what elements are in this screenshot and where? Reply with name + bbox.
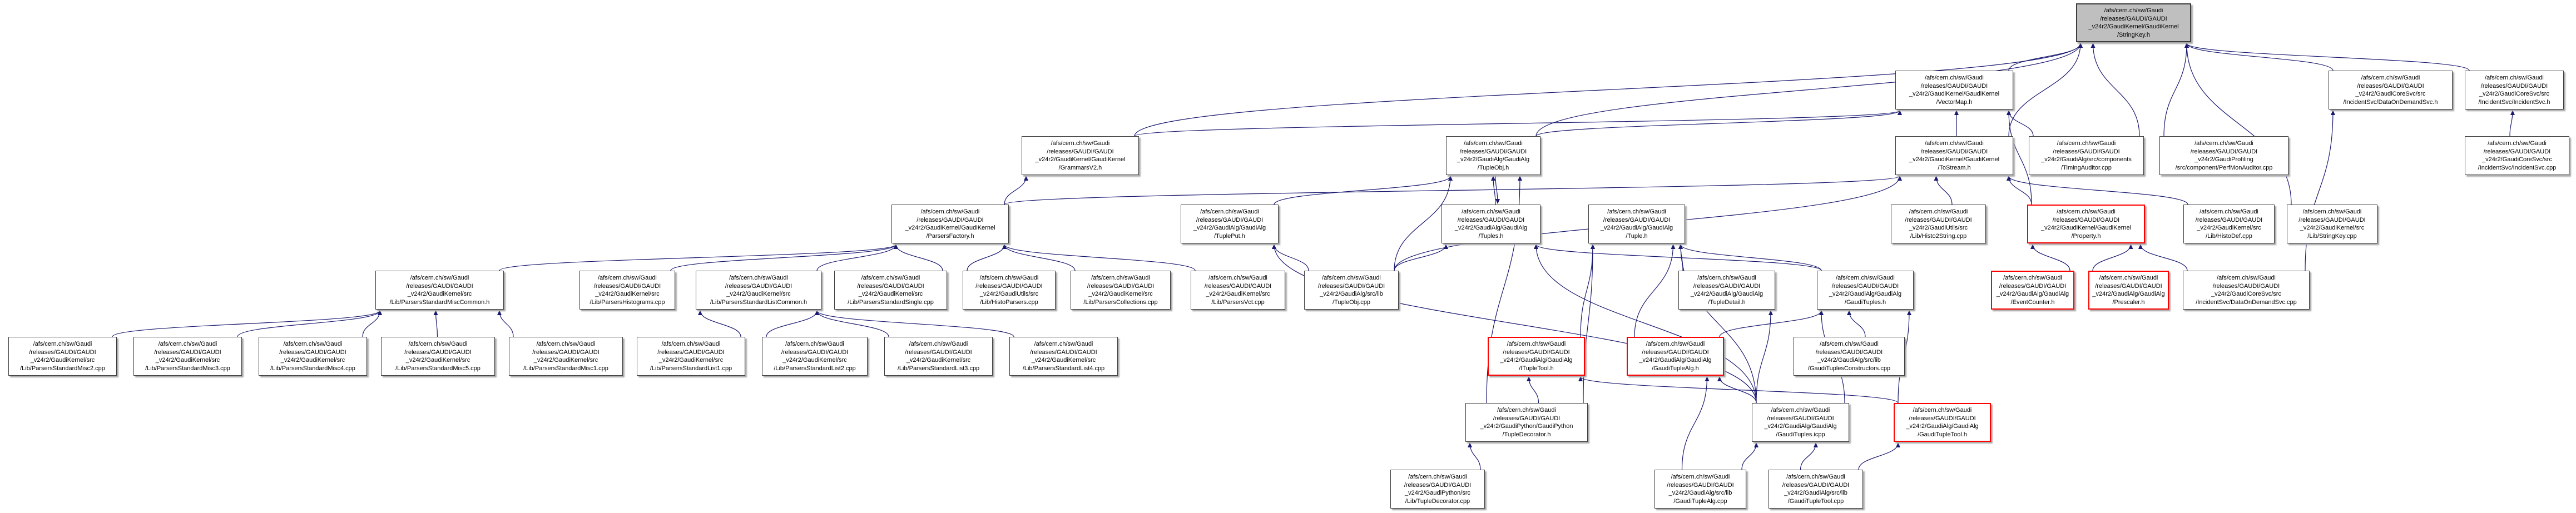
graph-node-label-line: /EventCounter.h — [2010, 298, 2055, 306]
include-edge — [2009, 43, 2080, 71]
graph-node-label-line: /afs/cern.ch/sw/Gaudi — [410, 275, 469, 281]
graph-node-label-line: /releases/GAUDI/GAUDI — [2195, 216, 2263, 223]
graph-node-label-line: _v24r2/GaudiAlg/GaudiAlg — [1764, 423, 1837, 430]
graph-node-label-line: /releases/GAUDI/GAUDI — [1603, 216, 1671, 223]
graph-node-parsersstandardmisc3-cpp[interactable] — [133, 337, 242, 376]
graph-node-label-line: _v24r2/GaudiPython/src — [1404, 490, 1470, 496]
include-edge — [1682, 377, 1707, 470]
graph-node-label-line: /releases/GAUDI/GAUDI — [2480, 82, 2548, 89]
graph-node-label-line: /releases/GAUDI/GAUDI — [657, 348, 725, 356]
include-edge — [1394, 245, 1446, 271]
graph-node-parsersstandardsingle-cpp[interactable] — [834, 271, 947, 310]
include-edge — [2009, 176, 2032, 205]
graph-node-label-line: /TupleObj.cpp — [1332, 298, 1371, 306]
graph-node-label-line: /Lib/ParsersCollections.cpp — [1083, 298, 1158, 306]
include-edge — [1859, 443, 1898, 470]
graph-node-label-line: /GaudiTuples.icpp — [1776, 431, 1825, 438]
graph-node-tupleobj-cpp[interactable] — [1304, 271, 1399, 310]
graph-node-label-line: /releases/GAUDI/GAUDI — [917, 216, 984, 223]
graph-node-label-line: /afs/cern.ch/sw/Gaudi — [1909, 208, 1968, 215]
include-edge — [2187, 43, 2291, 205]
graph-node-label-line: /afs/cern.ch/sw/Gaudi — [1408, 474, 1467, 480]
graph-node-gaudituplealg-h[interactable] — [1627, 337, 1724, 376]
graph-node-label-line: _v24r2/GaudiAlg/GaudiAlg — [1457, 156, 1530, 163]
graph-node-label-line: /releases/GAUDI/GAUDI — [1642, 348, 1709, 356]
graph-node-parsersstandardmisc4-cpp[interactable] — [259, 337, 367, 376]
graph-node-label-line: /StringKey.h — [2117, 31, 2151, 38]
graph-node-label-line: _v24r2/GaudiProfiling — [2194, 156, 2253, 163]
graph-node-label-line: /afs/cern.ch/sw/Gaudi — [2485, 74, 2544, 81]
graph-node-label-line: /afs/cern.ch/sw/Gaudi — [1200, 208, 1259, 215]
graph-node-stringkey-h[interactable] — [2076, 3, 2191, 42]
include-edge — [436, 311, 438, 337]
graph-node-label-line: /Lib/ParsersStandardList1.cpp — [650, 365, 732, 372]
include-edge — [1936, 176, 1953, 205]
graph-node-label-line: /releases/GAUDI/GAUDI — [1204, 282, 1272, 290]
graph-node-parsersstandardlistcommon-h[interactable] — [696, 271, 821, 310]
graph-node-label-line: _v24r2/GaudiKernel/src — [595, 291, 660, 297]
graph-node-label-line: _v24r2/GaudiAlg/GaudiAlg — [1193, 225, 1266, 231]
graph-node-label-line: /releases/GAUDI/GAUDI — [905, 348, 972, 356]
include-edge — [2093, 43, 2140, 136]
graph-node-gaudituplealg-cpp[interactable] — [1654, 470, 1746, 509]
graph-node-vectormap-h[interactable] — [1895, 71, 2013, 109]
graph-node-label-line: /Lib/ParsersStandardList3.cpp — [897, 365, 980, 372]
graph-node-label-line: /releases/GAUDI/GAUDI — [279, 348, 346, 356]
graph-node-label-line: /src/component/PerfMonAuditor.cpp — [2175, 164, 2273, 171]
graph-node-label-line: _v24r2/GaudiKernel/GaudiKernel — [1909, 91, 2000, 97]
graph-node-label-line: _v24r2/GaudiAlg/GaudiAlg — [1454, 225, 1528, 231]
graph-node-parsersstandardmisc5-cpp[interactable] — [381, 337, 495, 376]
graph-node-label-line: _v24r2/GaudiKernel/src — [726, 291, 791, 297]
graph-node-label-line: /Lib/ParsersStandardMisc2.cpp — [20, 365, 105, 372]
graph-node-label-line: /releases/GAUDI/GAUDI — [725, 282, 792, 290]
include-edge — [2009, 111, 2033, 136]
graph-node-label-line: /releases/GAUDI/GAUDI — [1196, 216, 1264, 223]
graph-node-label-line: /releases/GAUDI/GAUDI — [1493, 415, 1561, 422]
include-edge — [817, 311, 1014, 337]
include-edge — [1681, 245, 1756, 403]
graph-node-parsersfactory-h[interactable] — [891, 205, 1009, 243]
graph-node-label-line: /afs/cern.ch/sw/Gaudi — [920, 208, 980, 215]
graph-node-label-line: _v24r2/GaudiKernel/src — [2300, 225, 2365, 231]
include-edge — [1581, 245, 1593, 337]
graph-node-label-line: /GrammarsV2.h — [1058, 164, 1102, 171]
graph-node-label-line: /afs/cern.ch/sw/Gaudi — [1051, 140, 1110, 147]
graph-node-label-line: _v24r2/GaudiAlg/src/lib — [1817, 357, 1881, 363]
graph-node-label-line: /Lib/ParsersStandardMisc1.cpp — [523, 365, 608, 372]
graph-node-label-line: /Tuple.h — [1626, 232, 1648, 240]
graph-node-label-line: /releases/GAUDI/GAUDI — [2100, 15, 2167, 22]
graph-node-label-line: /Lib/TupleDecorator.cpp — [1405, 497, 1470, 505]
graph-node-label-line: _v24r2/GaudiKernel/GaudiKernel — [2088, 23, 2179, 30]
graph-node-dataondemandsvc-cpp[interactable] — [2183, 271, 2310, 310]
include-edge — [1536, 111, 1900, 136]
graph-node-label-line: /afs/cern.ch/sw/Gaudi — [2302, 208, 2362, 215]
graph-node-parsersstandardlist4-cpp[interactable] — [1009, 337, 1118, 376]
graph-node-gaudituples-icpp[interactable] — [1752, 403, 1849, 442]
include-edge — [2033, 245, 2070, 271]
graph-node-label-line: /GaudiTupleAlg.cpp — [1673, 497, 1727, 505]
graph-node-label-line: _v24r2/GaudiKernel/src — [1206, 291, 1270, 297]
include-edge — [817, 245, 896, 271]
graph-node-label-line: /afs/cern.ch/sw/Gaudi — [1091, 275, 1150, 281]
graph-node-property-h[interactable] — [2027, 205, 2145, 243]
graph-node-label-line: /IncidentSvc/IncidentSvc.cpp — [2478, 164, 2557, 171]
graph-node-label-line: /releases/GAUDI/GAUDI — [1909, 415, 1976, 422]
graph-node-label-line: /afs/cern.ch/sw/Gaudi — [598, 275, 657, 281]
graph-node-label-line: /Tuples.h — [1478, 232, 1504, 240]
graph-node-label-line: _v24r2/GaudiKernel/src — [1031, 357, 1096, 363]
graph-node-label-line: /afs/cern.ch/sw/Gaudi — [1034, 341, 1093, 347]
graph-node-label-line: _v24r2/GaudiCoreSvc/src — [2211, 291, 2281, 297]
graph-node-label-line: /afs/cern.ch/sw/Gaudi — [1786, 474, 1845, 480]
graph-node-parsershistograms-cpp[interactable] — [579, 271, 675, 310]
graph-node-label-line: _v24r2/GaudiCoreSvc/src — [2355, 91, 2426, 97]
graph-node-label-line: _v24r2/GaudiUtils/src — [1909, 225, 1968, 231]
graph-node-label-line: _v24r2/GaudiAlg/src/lib — [1784, 490, 1847, 496]
graph-node-label-line: /releases/GAUDI/GAUDI — [975, 282, 1043, 290]
graph-node-label-line: /releases/GAUDI/GAUDI — [532, 348, 600, 356]
graph-node-label-line: _v24r2/GaudiKernel/src — [2197, 225, 2261, 231]
graph-node-label-line: /afs/cern.ch/sw/Gaudi — [1322, 275, 1381, 281]
graph-node-label-line: _v24r2/GaudiKernel/GaudiKernel — [905, 225, 995, 231]
graph-node-label-line: /Lib/ParsersStandardMiscCommon.h — [389, 298, 490, 306]
graph-node-label-line: /releases/GAUDI/GAUDI — [1457, 216, 1525, 223]
graph-node-histodef-cpp[interactable] — [2183, 205, 2275, 243]
graph-node-label-line: _v24r2/GaudiAlg/GaudiAlg — [1639, 357, 1712, 363]
graph-node-label-line: /releases/GAUDI/GAUDI — [2212, 282, 2280, 290]
graph-node-parserscollections-cpp[interactable] — [1071, 271, 1171, 310]
graph-node-label-line: /releases/GAUDI/GAUDI — [1782, 481, 1850, 489]
graph-node-label-line: _v24r2/GaudiCoreSvc/src — [2482, 156, 2552, 163]
graph-node-label-line: /afs/cern.ch/sw/Gaudi — [1836, 275, 1895, 281]
graph-node-tostream-h[interactable] — [1895, 136, 2013, 175]
graph-node-parsersstandardmisccommon-h[interactable] — [375, 271, 504, 310]
graph-node-label-line: /afs/cern.ch/sw/Gaudi — [2488, 140, 2547, 147]
graph-node-gaudituplesconstructors-cpp[interactable] — [1794, 337, 1905, 376]
graph-node-label-line: /releases/GAUDI/GAUDI — [1087, 282, 1155, 290]
graph-node-label-line: /Lib/ParsersStandardList2.cpp — [774, 365, 856, 372]
graph-node-label-line: _v24r2/GaudiAlg/GaudiAlg — [2092, 291, 2165, 297]
graph-node-label-line: _v24r2/GaudiKernel/GaudiKernel — [1035, 156, 1126, 163]
graph-node-gauditupletool-h[interactable] — [1894, 403, 1991, 442]
graph-node-label-line: /releases/GAUDI/GAUDI — [1030, 348, 1097, 356]
include-edge — [2164, 43, 2187, 136]
graph-node-tupledetail-h[interactable] — [1678, 271, 1775, 310]
graph-node-itupletool-h[interactable] — [1488, 337, 1585, 376]
graph-node-label-line: /afs/cern.ch/sw/Gaudi — [861, 275, 920, 281]
include-edge — [1801, 443, 1816, 470]
graph-node-tupleput-h[interactable] — [1181, 205, 1279, 243]
graph-node-label-line: /Lib/ParsersStandardSingle.cpp — [848, 298, 934, 306]
graph-node-label-line: /releases/GAUDI/GAUDI — [857, 282, 924, 290]
graph-node-label-line: _v24r2/GaudiKernel/src — [30, 357, 95, 363]
graph-node-label-line: /releases/GAUDI/GAUDI — [1905, 216, 1972, 223]
include-edge — [1581, 377, 1898, 403]
graph-node-label-line: /Lib/ParsersStandardMisc4.cpp — [270, 365, 355, 372]
graph-node-label-line: _v24r2/GaudiAlg/GaudiAlg — [1600, 225, 1673, 231]
include-edge — [1274, 176, 1450, 205]
graph-node-label-line: _v24r2/GaudiAlg/GaudiAlg — [1996, 291, 2069, 297]
graph-node-label-line: /Lib/ParsersHistograms.cpp — [589, 298, 665, 306]
graph-node-parsersstandardlist1-cpp[interactable] — [637, 337, 745, 376]
graph-node-label-line: /afs/cern.ch/sw/Gaudi — [1925, 140, 1984, 147]
include-edge — [2510, 111, 2513, 136]
graph-node-label-line: /ToStream.h — [1938, 164, 1971, 171]
graph-node-label-line: _v24r2/GaudiKernel/src — [906, 357, 971, 363]
graph-node-label-line: _v24r2/GaudiAlg/GaudiAlg — [1906, 423, 1979, 430]
include-edge — [700, 311, 741, 337]
include-edge — [766, 311, 817, 337]
include-edge — [1536, 245, 1756, 403]
graph-node-label-line: /releases/GAUDI/GAUDI — [1767, 415, 1834, 422]
graph-node-label-line: /releases/GAUDI/GAUDI — [2298, 216, 2366, 223]
graph-node-label-line: /GaudiTuplesConstructors.cpp — [1807, 365, 1891, 372]
graph-node-label-line: /releases/GAUDI/GAUDI — [1317, 282, 1385, 290]
graph-node-parsersstandardlist3-cpp[interactable] — [884, 337, 993, 376]
graph-node-label-line: _v24r2/GaudiKernel/src — [405, 357, 470, 363]
graph-node-label-line: /afs/cern.ch/sw/Gaudi — [2003, 275, 2062, 281]
graph-node-label-line: /releases/GAUDI/GAUDI — [406, 282, 473, 290]
graph-node-label-line: /Lib/ParsersStandardListCommon.h — [710, 298, 808, 306]
graph-node-tupleobj-h[interactable] — [1446, 136, 1540, 175]
graph-node-label-line: /afs/cern.ch/sw/Gaudi — [408, 341, 468, 347]
graph-node-label-line: /afs/cern.ch/sw/Gaudi — [729, 275, 788, 281]
graph-node-label-line: /Lib/HistoDef.cpp — [2206, 232, 2252, 240]
graph-node-label-line: /afs/cern.ch/sw/Gaudi — [661, 341, 721, 347]
graph-node-prescaler-h[interactable] — [2088, 271, 2169, 310]
graph-node-label-line: /releases/GAUDI/GAUDI — [1404, 481, 1472, 489]
graph-node-label-line: /GaudiTupleAlg.h — [1652, 365, 1699, 372]
include-edge — [1274, 245, 1309, 271]
include-edge — [499, 311, 513, 337]
graph-node-label-line: /TimingAuditor.cpp — [2061, 164, 2112, 171]
graph-node-label-line: /releases/GAUDI/GAUDI — [404, 348, 472, 356]
graph-node-label-line: /Property.h — [2071, 232, 2101, 240]
graph-node-label-line: _v24r2/GaudiAlg/GaudiAlg — [1829, 291, 1902, 297]
graph-node-label-line: /Lib/ParsersVct.cpp — [1211, 298, 1265, 306]
include-edge — [1004, 176, 1900, 205]
graph-node-label-line: /afs/cern.ch/sw/Gaudi — [909, 341, 968, 347]
graph-node-label-line: /releases/GAUDI/GAUDI — [2190, 148, 2258, 155]
include-edge — [112, 311, 380, 337]
graph-node-label-line: /GaudiTupleTool.h — [1918, 431, 1967, 438]
graph-node-label-line: /afs/cern.ch/sw/Gaudi — [785, 341, 844, 347]
include-edge — [1274, 245, 1756, 403]
include-edge — [1529, 377, 1539, 403]
include-edge — [1634, 245, 1673, 337]
graph-node-label-line: /afs/cern.ch/sw/Gaudi — [1671, 474, 1730, 480]
include-edge — [896, 245, 943, 271]
graph-node-label-line: /Lib/ParsersStandardList4.cpp — [1022, 365, 1105, 372]
graph-node-label-line: _v24r2/GaudiKernel/src — [407, 291, 472, 297]
graph-node-label-line: _v24r2/GaudiAlg/GaudiAlg — [1690, 291, 1763, 297]
graph-node-label-line: /releases/GAUDI/GAUDI — [2483, 148, 2551, 155]
graph-node-incidentsvc-cpp[interactable] — [2465, 136, 2569, 175]
include-edge — [1742, 443, 1756, 470]
graph-node-label-line: /afs/cern.ch/sw/Gaudi — [2194, 140, 2253, 147]
graph-node-label-line: /afs/cern.ch/sw/Gaudi — [1462, 208, 1520, 215]
graph-node-label-line: _v24r2/GaudiKernel/src — [280, 357, 345, 363]
graph-node-label-line: /TupleObj.h — [1477, 164, 1509, 171]
graph-node-label-line: /afs/cern.ch/sw/Gaudi — [2057, 140, 2116, 147]
graph-node-label-line: _v24r2/GaudiAlg/src/lib — [1320, 291, 1383, 297]
graph-node-label-line: /afs/cern.ch/sw/Gaudi — [979, 275, 1039, 281]
graph-node-label-line: /releases/GAUDI/GAUDI — [1815, 348, 1883, 356]
include-edge — [2141, 245, 2187, 271]
graph-node-label-line: /afs/cern.ch/sw/Gaudi — [158, 341, 217, 347]
include-edge — [1849, 311, 1865, 337]
graph-node-label-line: _v24r2/GaudiKernel/GaudiKernel — [1909, 156, 2000, 163]
graph-node-label-line: _v24r2/GaudiCoreSvc/src — [2479, 91, 2549, 97]
graph-node-label-line: /releases/GAUDI/GAUDI — [1999, 282, 2067, 290]
graph-node-grammarsv2-h[interactable] — [1022, 136, 1139, 175]
graph-node-perfmonauditor-cpp[interactable] — [2159, 136, 2288, 175]
graph-node-label-line: /afs/cern.ch/sw/Gaudi — [2361, 74, 2420, 81]
graph-node-label-line: /TupleDecorator.h — [1502, 431, 1551, 438]
graph-node-dataondemandsvc-h[interactable] — [2329, 71, 2453, 109]
graph-node-label-line: /afs/cern.ch/sw/Gaudi — [1820, 341, 1879, 347]
graph-node-parsersstandardmisc1-cpp[interactable] — [509, 337, 623, 376]
graph-node-label-line: /VectorMap.h — [1936, 98, 1973, 106]
graph-node-label-line: _v24r2/GaudiKernel/src — [155, 357, 220, 363]
graph-node-label-line: /afs/cern.ch/sw/Gaudi — [2199, 208, 2258, 215]
include-edge — [2305, 111, 2333, 271]
graph-node-label-line: /Lib/HistoParsers.cpp — [980, 298, 1038, 306]
graph-node-label-line: _v24r2/GaudiKernel/GaudiKernel — [2040, 225, 2132, 231]
graph-node-label-line: /Lib/StringKey.cpp — [2307, 232, 2357, 240]
include-edge — [1004, 176, 1026, 205]
graph-node-label-line: _v24r2/GaudiAlg/src/components — [2041, 156, 2132, 163]
include-edge — [2009, 176, 2188, 205]
graph-node-label-line: /afs/cern.ch/sw/Gaudi — [283, 341, 343, 347]
graph-node-timingauditor-cpp[interactable] — [2029, 136, 2144, 175]
graph-node-parsersstandardmisc2-cpp[interactable] — [8, 337, 117, 376]
graph-node-histo2string-cpp[interactable] — [1891, 205, 1986, 243]
graph-node-label-line: /GaudiTupleTool.cpp — [1787, 497, 1844, 505]
graph-node-label-line: /releases/GAUDI/GAUDI — [1667, 481, 1734, 489]
graph-node-label-line: /releases/GAUDI/GAUDI — [593, 282, 661, 290]
graph-node-tupledecorator-cpp[interactable] — [1390, 470, 1485, 509]
include-edge — [1681, 245, 1821, 271]
include-edge — [1536, 245, 1821, 271]
graph-node-label-line: /TupleDetail.h — [1708, 298, 1746, 306]
graph-node-label-line: /IncidentSvc/IncidentSvc.h — [2478, 98, 2550, 106]
graph-node-label-line: /IncidentSvc/DataOnDemandSvc.h — [2343, 98, 2438, 106]
graph-node-histoparsers-cpp[interactable] — [963, 271, 1056, 310]
include-edge — [1720, 377, 1756, 403]
graph-node-label-line: /afs/cern.ch/sw/Gaudi — [2217, 275, 2276, 281]
graph-node-label-line: /releases/GAUDI/GAUDI — [2052, 216, 2120, 223]
graph-node-label-line: /releases/GAUDI/GAUDI — [2357, 82, 2424, 89]
graph-node-gaudituples-h[interactable] — [1817, 271, 1914, 310]
graph-node-label-line: /releases/GAUDI/GAUDI — [1920, 148, 1988, 155]
graph-node-label-line: /Lib/ParsersStandardMisc3.cpp — [145, 365, 230, 372]
include-edge — [2187, 43, 2333, 71]
graph-node-eventcounter-h[interactable] — [1991, 271, 2074, 310]
include-edge — [2093, 245, 2131, 271]
graph-node-label-line: _v24r2/GaudiUtils/src — [979, 291, 1039, 297]
graph-node-label-line: _v24r2/GaudiAlg/src/lib — [1668, 490, 1732, 496]
include-edge — [237, 311, 380, 337]
graph-node-label-line: /Lib/ParsersStandardMisc5.cpp — [395, 365, 480, 372]
graph-node-parsersstandardlist2-cpp[interactable] — [762, 337, 868, 376]
include-edge — [1004, 245, 1075, 271]
graph-node-label-line: /afs/cern.ch/sw/Gaudi — [2104, 7, 2163, 14]
graph-node-incidentsvc-h[interactable] — [2465, 71, 2564, 109]
graph-node-label-line: /afs/cern.ch/sw/Gaudi — [536, 341, 596, 347]
graph-node-label-line: /ITupleTool.h — [1519, 365, 1554, 372]
graph-node-label-line: _v24r2/GaudiAlg/GaudiAlg — [1500, 357, 1573, 363]
graph-node-label-line: /Lib/Histo2String.cpp — [1910, 232, 1967, 240]
graph-node-label-line: /afs/cern.ch/sw/Gaudi — [1497, 407, 1556, 414]
graph-node-label-line: /ParsersFactory.h — [926, 232, 974, 240]
graph-node-label-line: /afs/cern.ch/sw/Gaudi — [1507, 341, 1566, 347]
graph-node-label-line: /afs/cern.ch/sw/Gaudi — [2099, 275, 2158, 281]
graph-node-stringkey-cpp[interactable] — [2287, 205, 2377, 243]
graph-node-label-line: /afs/cern.ch/sw/Gaudi — [1208, 275, 1267, 281]
graph-node-label-line: _v24r2/GaudiKernel/src — [658, 357, 724, 363]
graph-node-label-line: /releases/GAUDI/GAUDI — [1047, 148, 1114, 155]
graph-node-label-line: /releases/GAUDI/GAUDI — [1459, 148, 1527, 155]
include-edge — [1470, 443, 1480, 470]
include-edge — [1495, 175, 1498, 203]
graph-node-label-line: /afs/cern.ch/sw/Gaudi — [1771, 407, 1830, 414]
graph-node-label-line: /releases/GAUDI/GAUDI — [2053, 148, 2120, 155]
include-edge — [499, 245, 896, 271]
graph-node-label-line: _v24r2/GaudiKernel/src — [1088, 291, 1153, 297]
graph-node-tupledecorator-h[interactable] — [1465, 403, 1588, 442]
graph-node-label-line: /releases/GAUDI/GAUDI — [1503, 348, 1570, 356]
graph-node-label-line: /releases/GAUDI/GAUDI — [154, 348, 221, 356]
graph-node-label-line: /releases/GAUDI/GAUDI — [1831, 282, 1899, 290]
graph-node-label-line: /afs/cern.ch/sw/Gaudi — [1646, 341, 1705, 347]
graph-node-label-line: /TuplePut.h — [1214, 232, 1245, 240]
include-edge — [1135, 111, 1900, 136]
include-edge — [1493, 176, 1495, 205]
graph-node-label-line: _v24r2/GaudiKernel/src — [858, 291, 923, 297]
graph-node-label-line: /afs/cern.ch/sw/Gaudi — [33, 341, 92, 347]
graph-node-label-line: _v24r2/GaudiKernel/src — [533, 357, 598, 363]
graph-node-label-line: /afs/cern.ch/sw/Gaudi — [1697, 275, 1756, 281]
include-edge — [967, 245, 1004, 271]
graph-node-label-line: /afs/cern.ch/sw/Gaudi — [1607, 208, 1666, 215]
graph-node-label-line: /afs/cern.ch/sw/Gaudi — [1925, 74, 1984, 81]
graph-node-label-line: _v24r2/GaudiKernel/src — [782, 357, 847, 363]
graph-node-label-line: /releases/GAUDI/GAUDI — [29, 348, 96, 356]
graph-node-tuple-h[interactable] — [1588, 205, 1685, 243]
graph-node-parsersvct-cpp[interactable] — [1191, 271, 1285, 310]
include-edge — [1004, 245, 1195, 271]
include-edge — [817, 311, 889, 337]
graph-node-label-line: /afs/cern.ch/sw/Gaudi — [1464, 140, 1523, 147]
graph-node-label-line: /afs/cern.ch/sw/Gaudi — [2057, 208, 2116, 215]
graph-node-label-line: /GaudiTuples.h — [1844, 298, 1886, 306]
graph-node-label-line: /releases/GAUDI/GAUDI — [781, 348, 849, 356]
graph-node-label-line: /Prescaler.h — [2112, 298, 2145, 306]
graph-node-label-line: /releases/GAUDI/GAUDI — [1920, 82, 1988, 89]
graph-node-tuples-h[interactable] — [1441, 205, 1540, 243]
graph-node-label-line: /releases/GAUDI/GAUDI — [2095, 282, 2162, 290]
graph-node-label-line: /releases/GAUDI/GAUDI — [1693, 282, 1761, 290]
graph-node-label-line: /afs/cern.ch/sw/Gaudi — [1913, 407, 1972, 414]
graph-node-gauditupletool-cpp[interactable] — [1768, 470, 1863, 509]
graph-node-label-line: /IncidentSvc/DataOnDemandSvc.cpp — [2196, 298, 2297, 306]
graph-node-label-line: _v24r2/GaudiPython/GaudiPython — [1480, 423, 1573, 430]
